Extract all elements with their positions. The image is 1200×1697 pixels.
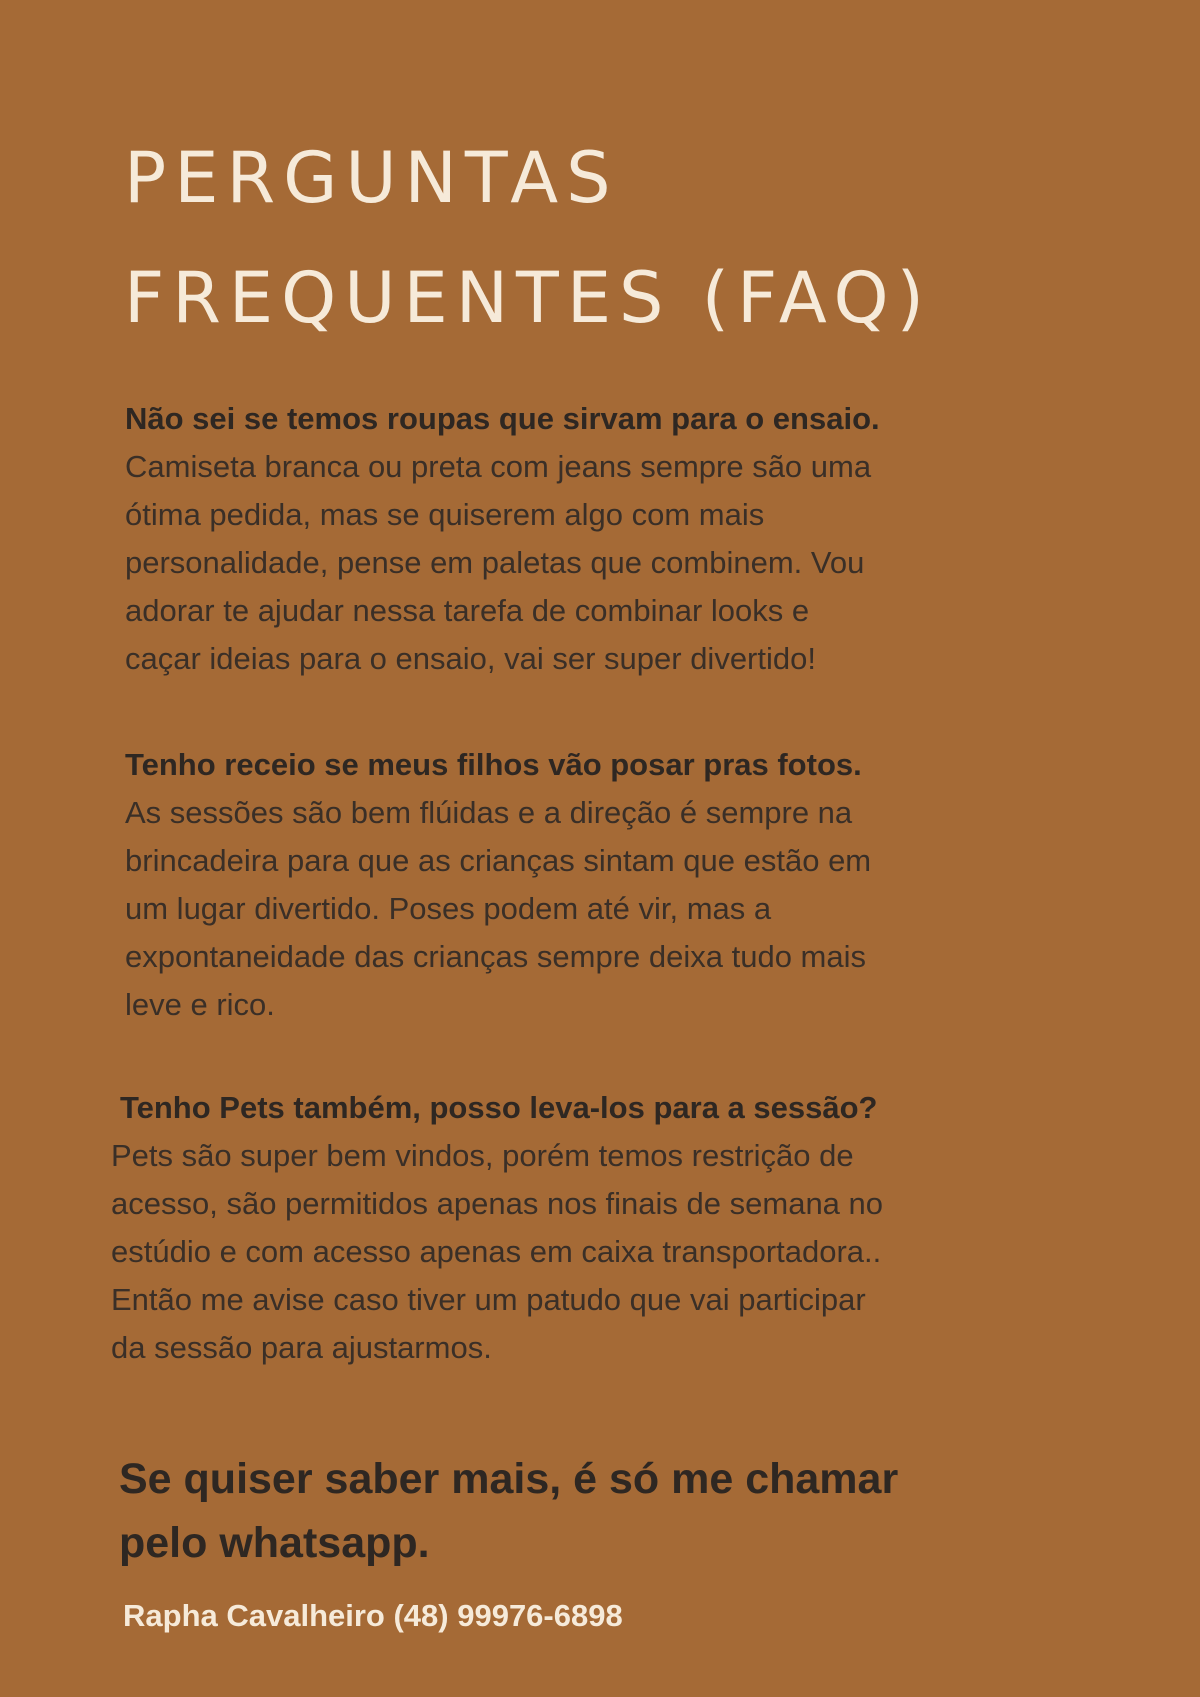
- faq-answer-line: leve e rico.: [125, 987, 275, 1022]
- faq-answer-line: Pets são super bem vindos, porém temos restrição de: [111, 1138, 854, 1173]
- faq-answer-line: Então me avise caso tiver um patudo que vai participar: [111, 1282, 866, 1317]
- faq-answer-line: personalidade, pense em paletas que combinem. Vou: [125, 545, 865, 580]
- faq-item-pets: [111, 1083, 1120, 1372]
- call-to-action-line-2: pelo whatsapp.: [119, 1519, 430, 1567]
- faq-answer: [125, 789, 1125, 1029]
- faq-answer-line: ótima pedida, mas se quiserem algo com mais: [125, 497, 765, 532]
- faq-answer-line: caçar ideias para o ensaio, vai ser super divertido!: [125, 641, 816, 676]
- faq-item-children: [125, 740, 1125, 1029]
- faq-answer-line: estúdio e com acesso apenas em caixa transportadora..: [111, 1234, 882, 1269]
- faq-answer-line: As sessões são bem flúidas e a direção é sempre na: [125, 795, 853, 830]
- contact-info: Rapha Cavalheiro (48) 99976-6898: [123, 1598, 623, 1633]
- page-title-line-2: FREQUENTES (FAQ): [124, 257, 932, 339]
- faq-answer-line: acesso, são permitidos apenas nos finais de semana no: [111, 1186, 884, 1221]
- faq-answer-line: da sessão para ajustarmos.: [111, 1330, 492, 1365]
- faq-answer-line: expontaneidade das crianças sempre deixa tudo mais: [125, 939, 867, 974]
- call-to-action: [119, 1447, 1119, 1575]
- faq-answer-line: brincadeira para que as crianças sintam que estão em: [125, 843, 872, 878]
- faq-answer-line: Camiseta branca ou preta com jeans sempre são uma: [125, 449, 872, 484]
- faq-question: Tenho Pets também, posso leva-los para a sessão?: [120, 1090, 878, 1125]
- faq-answer: [125, 443, 1125, 683]
- faq-answer-line: um lugar divertido. Poses podem até vir, mas a: [125, 891, 772, 926]
- faq-answer: [111, 1132, 1120, 1372]
- page-title: [124, 118, 1124, 358]
- faq-question: Tenho receio se meus filhos vão posar pras fotos.: [125, 747, 862, 782]
- faq-answer-line: adorar te ajudar nessa tarefa de combinar looks e: [125, 593, 810, 628]
- call-to-action-line-1: Se quiser saber mais, é só me chamar: [119, 1455, 899, 1503]
- faq-item-clothes: [125, 394, 1125, 683]
- faq-question: Não sei se temos roupas que sirvam para o ensaio.: [125, 401, 880, 436]
- page-title-line-1: PERGUNTAS: [124, 137, 619, 219]
